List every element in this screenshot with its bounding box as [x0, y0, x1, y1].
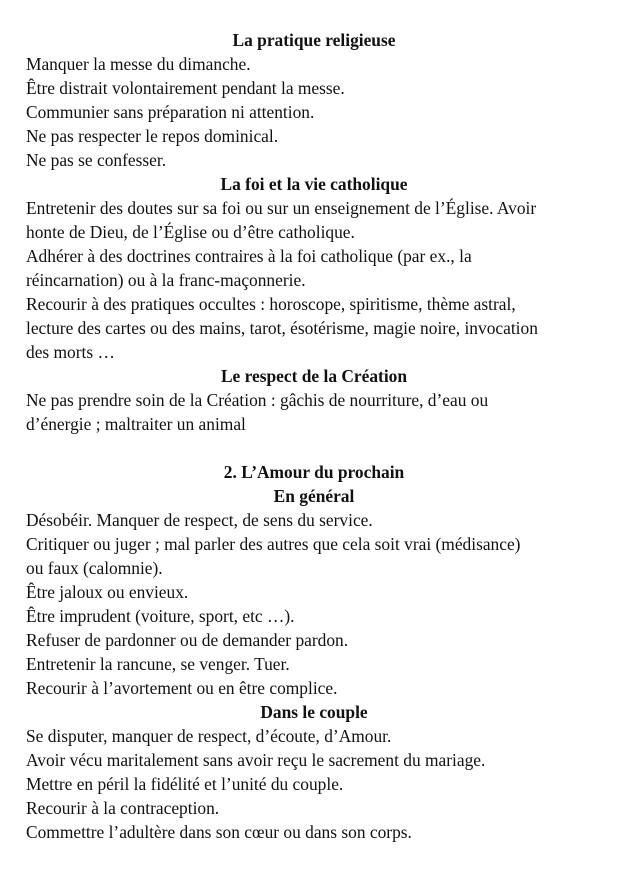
text-line: d’énergie ; maltraiter un animal [26, 414, 246, 434]
text-line: Critiquer ou juger ; mal parler des autres que cela soit vrai (médisance) [26, 534, 521, 554]
text-line: des morts … [26, 342, 115, 362]
text-line: Ne pas respecter le repos dominical. [26, 126, 279, 146]
text-line: Être imprudent (voiture, sport, etc …). [26, 606, 295, 626]
blank-line [26, 436, 602, 460]
part-title-amour-prochain: 2. L’Amour du prochain [223, 462, 405, 482]
text-line: Désobéir. Manquer de respect, de sens du service. [26, 510, 373, 530]
text-line: Refuser de pardonner ou de demander pardon. [26, 630, 349, 650]
section-heading-foi-vie-catholique: La foi et la vie catholique [220, 174, 408, 194]
text-line: lecture des cartes ou des mains, tarot, ésotérisme, magie noire, invocation [26, 318, 538, 338]
text-line: Commettre l’adultère dans son cœur ou dans son corps. [26, 822, 412, 842]
section-heading-dans-le-couple: Dans le couple [260, 702, 368, 722]
text-line: Manquer la messe du dimanche. [26, 54, 251, 74]
text-line: Adhérer à des doctrines contraires à la foi catholique (par ex., la [26, 246, 472, 266]
text-line: Ne pas prendre soin de la Création : gâchis de nourriture, d’eau ou [26, 390, 489, 410]
text-line: Recourir à la contraception. [26, 798, 220, 818]
section-heading-en-general: En général [273, 486, 355, 506]
text-line: Être jaloux ou envieux. [26, 582, 189, 602]
text-line: Avoir vécu maritalement sans avoir reçu le sacrement du mariage. [26, 750, 486, 770]
text-line: Communier sans préparation ni attention. [26, 102, 315, 122]
text-line: Mettre en péril la fidélité et l’unité du couple. [26, 774, 344, 794]
text-line: Entretenir la rancune, se venger. Tuer. [26, 654, 290, 674]
section-heading-respect-creation: Le respect de la Création [220, 366, 408, 386]
text-line: Recourir à des pratiques occultes : horoscope, spiritisme, thème astral, [26, 294, 516, 314]
text-line: Recourir à l’avortement ou en être complice. [26, 678, 338, 698]
text-line: Ne pas se confesser. [26, 150, 167, 170]
text-line: honte de Dieu, de l’Église ou d’être catholique. [26, 222, 355, 242]
text-line: Être distrait volontairement pendant la messe. [26, 78, 345, 98]
section-heading-pratique-religieuse: La pratique religieuse [232, 30, 396, 50]
text-line: réincarnation) ou à la franc-maçonnerie. [26, 270, 306, 290]
text-line: Se disputer, manquer de respect, d’écoute, d’Amour. [26, 726, 392, 746]
text-line: ou faux (calomnie). [26, 558, 163, 578]
text-line: Entretenir des doutes sur sa foi ou sur un enseignement de l’Église. Avoir [26, 198, 537, 218]
